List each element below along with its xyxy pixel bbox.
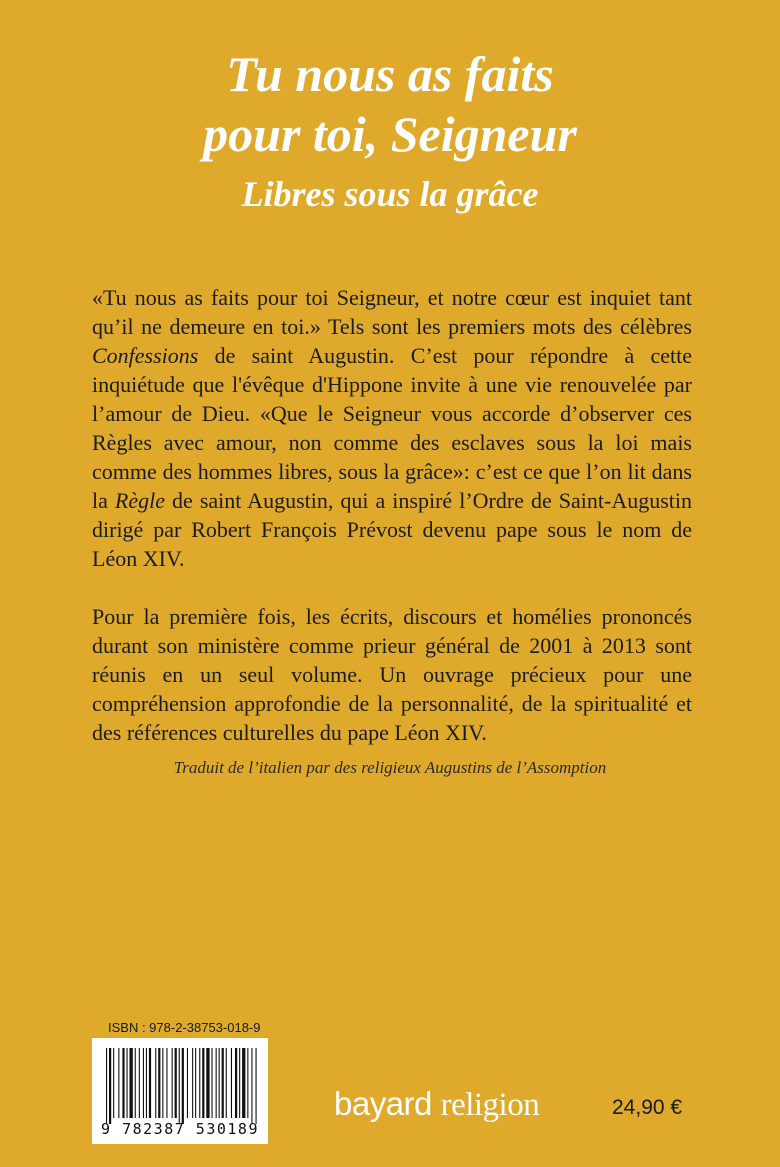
regle-title: Règle	[114, 488, 165, 513]
isbn-label: ISBN : 978-2-38753-018-9	[108, 1020, 261, 1035]
logo-religion: religion	[440, 1087, 540, 1123]
barcode-digits: 9 782387 530189	[101, 1120, 259, 1138]
paragraph-1-part-a: «Tu nous as faits pour toi Seigneur, et notre cœur est inquiet tant qu’il ne demeure en toi.» Tels sont les premiers mots des célèbres	[92, 285, 692, 339]
title-line-1: Tu nous as faits	[226, 46, 554, 102]
subtitle: Libres sous la grâce	[241, 174, 539, 214]
price: 24,90 €	[612, 1096, 683, 1119]
publisher-logo	[334, 1085, 539, 1124]
title-block	[0, 44, 780, 216]
paragraph-1-part-b: de saint Augustin. C’est pour répondre à cette inquiétude que l'évêque d'Hippone invite à une vie renouvelée par l’amour de Dieu. «Que le Seigneur vous accorde d’observer ces Règles avec amour, non comme des esclaves sous la loi mais comme des hommes libres, sous la grâce»: c’est ce que l’on lit dans la	[92, 343, 692, 513]
translator-credit: Traduit de l’italien par des religieux Augustins de l’Assomption	[173, 758, 607, 777]
paragraph-1-part-c: de saint Augustin, qui a inspiré l’Ordre de Saint-Augustin dirigé par Robert François Prévost devenu pape sous le nom de Léon XIV.	[92, 488, 692, 571]
logo-bayard: bayard	[334, 1085, 432, 1122]
paragraph-2: Pour la première fois, les écrits, discours et homélies prononcés durant son ministère comme prieur général de 2001 à 2013 sont réunis en un seul volume. Un ouvrage précieux pour une compréhension approfondie de la personnalité, de la spiritualité et des références culturelles du pape Léon XIV.	[92, 604, 692, 745]
barcode	[92, 1038, 268, 1144]
paragraph-1	[92, 283, 692, 573]
back-cover-text	[92, 283, 692, 747]
confessions-title: Confessions	[92, 343, 199, 368]
title-line-2: pour toi, Seigneur	[203, 106, 577, 162]
